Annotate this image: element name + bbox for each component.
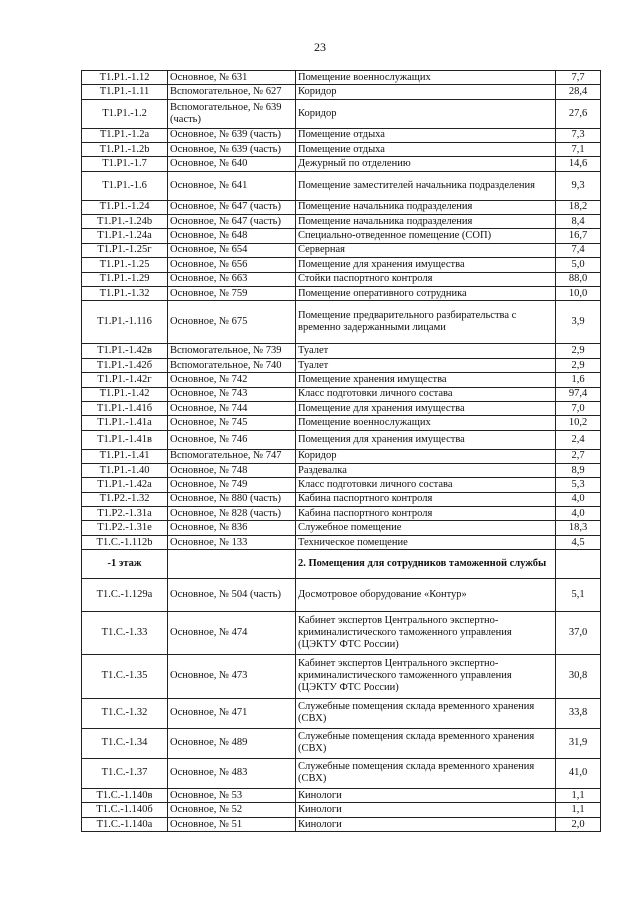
room-area-cell: 5,0 xyxy=(556,258,601,272)
room-type-cell: Основное, № 133 xyxy=(168,535,296,549)
table-row xyxy=(82,758,601,788)
room-type-cell: Основное, № 663 xyxy=(168,272,296,286)
room-code-cell: Т1.Р1.-1.25 xyxy=(82,258,168,272)
room-code-cell: Т1.С.-1.33 xyxy=(82,612,168,655)
room-code-cell: Т1.Р1.-1.24 xyxy=(82,200,168,214)
room-type-cell: Основное, № 471 xyxy=(168,698,296,728)
table-row xyxy=(82,85,601,99)
room-code-cell: Т1.Р1.-1.2 xyxy=(82,99,168,128)
room-area-cell: 2,4 xyxy=(556,430,601,449)
room-purpose-cell: Помещение предварительного разбирательства с временно задержанными лицами xyxy=(296,301,556,344)
room-purpose-cell: Кабинет экспертов Центрального экспертно-криминалистического таможенного управления (ЦЭКТУ ФТС России) xyxy=(296,655,556,698)
room-purpose-cell: Помещение военнослужащих xyxy=(296,71,556,85)
room-type-cell: Основное, № 654 xyxy=(168,243,296,257)
room-area-cell: 37,0 xyxy=(556,612,601,655)
room-code-cell: Т1.Р1.-1.42б xyxy=(82,358,168,372)
room-purpose-cell: Помещение отдыха xyxy=(296,128,556,142)
room-type-cell: Основное, № 489 xyxy=(168,728,296,758)
room-purpose-cell: Класс подготовки личного состава xyxy=(296,387,556,401)
table-row xyxy=(82,612,601,655)
room-type-cell: Вспомогательное, № 739 xyxy=(168,344,296,358)
room-purpose-cell: Помещение военнослужащих xyxy=(296,416,556,430)
room-area-cell: 10,0 xyxy=(556,286,601,300)
room-purpose-cell: Помещение для хранения имущества xyxy=(296,402,556,416)
room-type-cell: Основное, № 640 xyxy=(168,157,296,171)
room-code-cell: Т1.Р1.-1.24a xyxy=(82,229,168,243)
room-area-cell: 2,9 xyxy=(556,344,601,358)
section-row xyxy=(82,550,601,579)
page-number: 23 xyxy=(314,40,326,54)
room-area-cell: 8,4 xyxy=(556,214,601,228)
room-code-cell: Т1.С.-1.35 xyxy=(82,655,168,698)
room-type-cell: Основное, № 744 xyxy=(168,402,296,416)
room-code-cell: Т1.С.-1.140в xyxy=(82,789,168,803)
table-row xyxy=(82,157,601,171)
room-area-cell: 27,6 xyxy=(556,99,601,128)
room-area-cell: 7,0 xyxy=(556,402,601,416)
room-type-cell: Основное, № 743 xyxy=(168,387,296,401)
room-purpose-cell: Помещение оперативного сотрудника xyxy=(296,286,556,300)
room-purpose-cell: Туалет xyxy=(296,358,556,372)
room-purpose-cell: Техническое помещение xyxy=(296,535,556,549)
table-row xyxy=(82,430,601,449)
room-code-cell: Т1.Р1.-1.41 xyxy=(82,449,168,463)
room-area-cell: 30,8 xyxy=(556,655,601,698)
table-row xyxy=(82,579,601,612)
room-area-cell: 7,7 xyxy=(556,71,601,85)
room-area-cell: 18,2 xyxy=(556,200,601,214)
room-area-cell: 28,4 xyxy=(556,85,601,99)
room-purpose-cell: Класс подготовки личного состава xyxy=(296,478,556,492)
room-area-cell: 1,6 xyxy=(556,373,601,387)
room-type-cell: Основное, № 474 xyxy=(168,612,296,655)
room-code-cell: Т1.С.-1.34 xyxy=(82,728,168,758)
room-type-cell: Основное, № 639 (часть) xyxy=(168,128,296,142)
room-type-cell: Основное, № 749 xyxy=(168,478,296,492)
room-purpose-cell: Коридор xyxy=(296,85,556,99)
table-row xyxy=(82,99,601,128)
premises-table xyxy=(81,70,601,832)
room-code-cell: -1 этаж xyxy=(82,550,168,579)
table-row xyxy=(82,142,601,156)
room-type-cell: Основное, № 675 xyxy=(168,301,296,344)
table-row xyxy=(82,463,601,477)
room-type-cell: Основное, № 641 xyxy=(168,171,296,200)
room-area-cell: 1,1 xyxy=(556,803,601,817)
table-row xyxy=(82,258,601,272)
room-purpose-cell: Служебные помещения склада временного хранения (СВХ) xyxy=(296,728,556,758)
table-row xyxy=(82,128,601,142)
room-area-cell: 97,4 xyxy=(556,387,601,401)
table-row xyxy=(82,200,601,214)
room-area-cell: 7,1 xyxy=(556,142,601,156)
room-purpose-cell: Кабинет экспертов Центрального экспертно-криминалистического таможенного управления (ЦЭКТУ ФТС России) xyxy=(296,612,556,655)
table-row xyxy=(82,229,601,243)
table-row xyxy=(82,507,601,521)
room-code-cell: Т1.Р1.-1.42г xyxy=(82,373,168,387)
room-code-cell: Т1.Р1.-1.2b xyxy=(82,142,168,156)
table-row xyxy=(82,214,601,228)
room-area-cell: 18,3 xyxy=(556,521,601,535)
room-code-cell: Т1.С.-1.140б xyxy=(82,803,168,817)
room-area-cell: 2,9 xyxy=(556,358,601,372)
room-area-cell: 2,7 xyxy=(556,449,601,463)
room-code-cell: Т1.Р2.-1.32 xyxy=(82,492,168,506)
table-row xyxy=(82,171,601,200)
room-area-cell: 16,7 xyxy=(556,229,601,243)
room-type-cell: Вспомогательное, № 747 xyxy=(168,449,296,463)
room-purpose-cell: 2. Помещения для сотрудников таможенной службы xyxy=(296,550,556,579)
room-code-cell: Т1.С.-1.129a xyxy=(82,579,168,612)
room-area-cell: 31,9 xyxy=(556,728,601,758)
room-purpose-cell: Коридор xyxy=(296,449,556,463)
room-code-cell: Т1.Р1.-1.42в xyxy=(82,344,168,358)
room-purpose-cell: Служебное помещение xyxy=(296,521,556,535)
table-row xyxy=(82,478,601,492)
table-row xyxy=(82,243,601,257)
room-area-cell: 1,1 xyxy=(556,789,601,803)
room-type-cell: Вспомогательное, № 639 (часть) xyxy=(168,99,296,128)
table-row xyxy=(82,535,601,549)
room-area-cell: 88,0 xyxy=(556,272,601,286)
room-code-cell: Т1.Р1.-1.29 xyxy=(82,272,168,286)
room-type-cell: Основное, № 483 xyxy=(168,758,296,788)
room-purpose-cell: Специально-отведенное помещение (СОП) xyxy=(296,229,556,243)
room-code-cell: Т1.Р1.-1.42a xyxy=(82,478,168,492)
room-purpose-cell: Помещения для хранения имущества xyxy=(296,430,556,449)
table-row xyxy=(82,492,601,506)
room-area-cell xyxy=(556,550,601,579)
table-row xyxy=(82,817,601,831)
room-type-cell: Основное, № 746 xyxy=(168,430,296,449)
room-code-cell: Т1.Р1.-1.25г xyxy=(82,243,168,257)
table-row xyxy=(82,655,601,698)
room-type-cell: Основное, № 828 (часть) xyxy=(168,507,296,521)
room-type-cell: Основное, № 748 xyxy=(168,463,296,477)
table-row xyxy=(82,301,601,344)
room-code-cell: Т1.Р1.-1.12 xyxy=(82,71,168,85)
room-type-cell: Основное, № 631 xyxy=(168,71,296,85)
room-area-cell: 7,4 xyxy=(556,243,601,257)
room-area-cell: 5,1 xyxy=(556,579,601,612)
room-purpose-cell: Помещение для хранения имущества xyxy=(296,258,556,272)
room-purpose-cell: Служебные помещения склада временного хранения (СВХ) xyxy=(296,758,556,788)
room-purpose-cell: Помещение начальника подразделения xyxy=(296,214,556,228)
room-purpose-cell: Досмотровое оборудование «Контур» xyxy=(296,579,556,612)
room-code-cell: Т1.Р1.-1.6 xyxy=(82,171,168,200)
table-row xyxy=(82,402,601,416)
room-type-cell: Основное, № 647 (часть) xyxy=(168,214,296,228)
room-purpose-cell: Стойки паспортного контроля xyxy=(296,272,556,286)
room-type-cell: Основное, № 647 (часть) xyxy=(168,200,296,214)
room-purpose-cell: Служебные помещения склада временного хранения (СВХ) xyxy=(296,698,556,728)
room-type-cell: Вспомогательное, № 627 xyxy=(168,85,296,99)
room-type-cell: Основное, № 648 xyxy=(168,229,296,243)
room-purpose-cell: Туалет xyxy=(296,344,556,358)
room-purpose-cell: Помещение заместителей начальника подразделения xyxy=(296,171,556,200)
room-area-cell: 3,9 xyxy=(556,301,601,344)
room-type-cell: Основное, № 639 (часть) xyxy=(168,142,296,156)
room-code-cell: Т1.Р1.-1.2a xyxy=(82,128,168,142)
room-area-cell: 8,9 xyxy=(556,463,601,477)
room-code-cell: Т1.Р1.-1.40 xyxy=(82,463,168,477)
room-code-cell: Т1.Р1.-1.32 xyxy=(82,286,168,300)
room-code-cell: Т1.С.-1.32 xyxy=(82,698,168,728)
room-area-cell: 4,0 xyxy=(556,507,601,521)
room-area-cell: 4,5 xyxy=(556,535,601,549)
room-code-cell: Т1.Р1.-1.11 xyxy=(82,85,168,99)
room-purpose-cell: Помещение отдыха xyxy=(296,142,556,156)
table-row xyxy=(82,521,601,535)
room-type-cell: Основное, № 742 xyxy=(168,373,296,387)
table-row xyxy=(82,803,601,817)
room-type-cell: Основное, № 759 xyxy=(168,286,296,300)
room-type-cell: Основное, № 51 xyxy=(168,817,296,831)
room-area-cell: 10,2 xyxy=(556,416,601,430)
room-area-cell: 14,6 xyxy=(556,157,601,171)
room-code-cell: Т1.Р1.-1.116 xyxy=(82,301,168,344)
room-type-cell: Основное, № 656 xyxy=(168,258,296,272)
room-purpose-cell: Кинологи xyxy=(296,817,556,831)
table-row xyxy=(82,373,601,387)
room-area-cell: 7,3 xyxy=(556,128,601,142)
room-code-cell: Т1.С.-1.140a xyxy=(82,817,168,831)
table-row xyxy=(82,416,601,430)
table-row xyxy=(82,344,601,358)
room-purpose-cell: Кинологи xyxy=(296,789,556,803)
room-code-cell: Т1.Р1.-1.7 xyxy=(82,157,168,171)
room-area-cell: 4,0 xyxy=(556,492,601,506)
room-purpose-cell: Кинологи xyxy=(296,803,556,817)
room-code-cell: Т1.Р1.-1.42 xyxy=(82,387,168,401)
room-purpose-cell: Кабина паспортного контроля xyxy=(296,492,556,506)
table-row xyxy=(82,272,601,286)
room-area-cell: 2,0 xyxy=(556,817,601,831)
room-code-cell: Т1.Р1.-1.41a xyxy=(82,416,168,430)
room-type-cell xyxy=(168,550,296,579)
table-row xyxy=(82,728,601,758)
room-type-cell: Вспомогательное, № 740 xyxy=(168,358,296,372)
room-area-cell: 5,3 xyxy=(556,478,601,492)
room-type-cell: Основное, № 745 xyxy=(168,416,296,430)
room-type-cell: Основное, № 836 xyxy=(168,521,296,535)
room-type-cell: Основное, № 473 xyxy=(168,655,296,698)
room-code-cell: Т1.Р1.-1.41в xyxy=(82,430,168,449)
room-code-cell: Т1.Р2.-1.31e xyxy=(82,521,168,535)
table-row xyxy=(82,387,601,401)
room-purpose-cell: Помещение начальника подразделения xyxy=(296,200,556,214)
room-purpose-cell: Дежурный по отделению xyxy=(296,157,556,171)
table-row xyxy=(82,358,601,372)
room-area-cell: 41,0 xyxy=(556,758,601,788)
room-type-cell: Основное, № 880 (часть) xyxy=(168,492,296,506)
room-purpose-cell: Коридор xyxy=(296,99,556,128)
room-code-cell: Т1.С.-1.37 xyxy=(82,758,168,788)
premises-table-body xyxy=(82,71,601,832)
table-row xyxy=(82,286,601,300)
table-row xyxy=(82,71,601,85)
room-purpose-cell: Серверная xyxy=(296,243,556,257)
table-row xyxy=(82,449,601,463)
room-type-cell: Основное, № 504 (часть) xyxy=(168,579,296,612)
room-purpose-cell: Помещение хранения имущества xyxy=(296,373,556,387)
room-area-cell: 9,3 xyxy=(556,171,601,200)
table-row xyxy=(82,698,601,728)
room-code-cell: Т1.Р1.-1.41б xyxy=(82,402,168,416)
table-row xyxy=(82,789,601,803)
room-code-cell: Т1.Р2.-1.31a xyxy=(82,507,168,521)
room-code-cell: Т1.Р1.-1.24b xyxy=(82,214,168,228)
room-type-cell: Основное, № 52 xyxy=(168,803,296,817)
room-code-cell: Т1.С.-1.112b xyxy=(82,535,168,549)
room-purpose-cell: Раздевалка xyxy=(296,463,556,477)
room-purpose-cell: Кабина паспортного контроля xyxy=(296,507,556,521)
room-type-cell: Основное, № 53 xyxy=(168,789,296,803)
room-area-cell: 33,8 xyxy=(556,698,601,728)
